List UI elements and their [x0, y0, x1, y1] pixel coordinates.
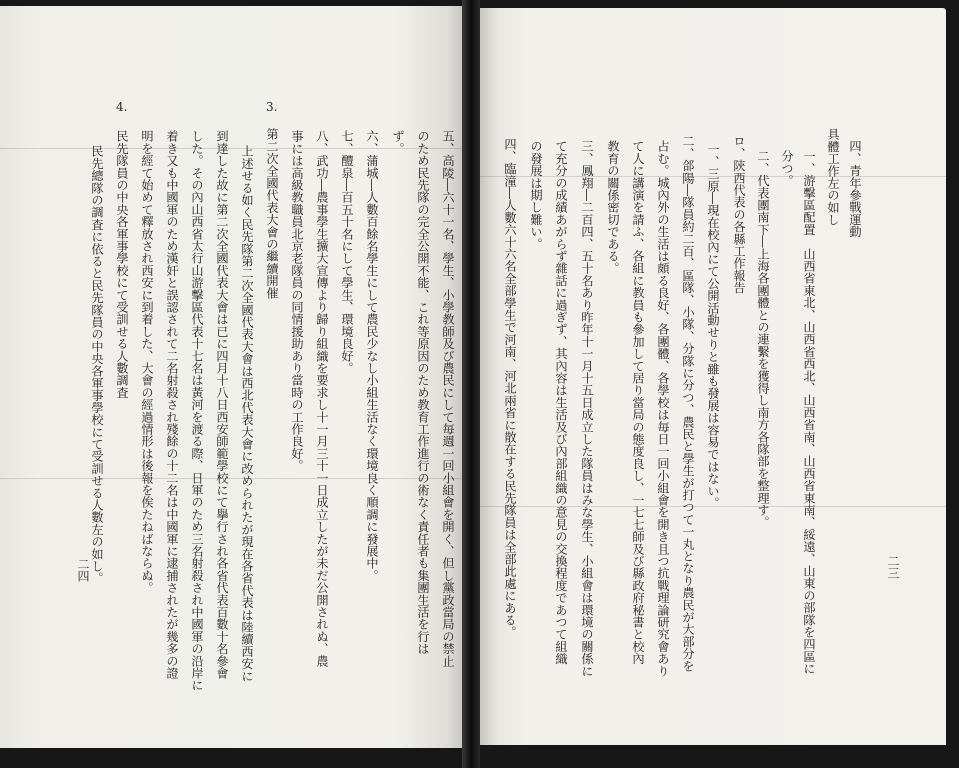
text-line: した。その內山西省太行山游擊區代表十七名は黃河を渡る際、日軍のため三名射殺され中國軍の沿岸に — [190, 130, 204, 692]
text-line: 七、醴泉―百五十名にして學生、環境良好。 — [340, 130, 354, 374]
text-line: ず。 — [391, 130, 405, 155]
text-line: 具體工作左の如し — [826, 128, 840, 226]
text-line: の發展は期し難い。 — [529, 140, 543, 250]
text-line: 一、游擊區配置 山西省東北、山西省西北、山西省南、山西省東南、綏遠、山東の部隊を四區に — [802, 150, 816, 675]
text-line: 四、臨潼―人數六十六名全部學生で河南、河北兩省に散在する民先隊員は全部此處にある。 — [503, 138, 517, 639]
text-line: 分つ。 — [780, 150, 794, 187]
text-line: て充分の成績あがらず雜話に過ぎず、其內容は生活及び內部組織の意見の交換程度であつて組織 — [554, 140, 568, 665]
text-line: 一、三原―現在校內にて公開活動せりと雖も發展は容易ではない。 — [706, 143, 720, 509]
text-line: 到達した故に第二次全國代表大會は已に四月十八日西安師範學校にて擧行され各省代表百數十名參會 — [215, 130, 229, 679]
text-line: 占む。城內外の生活は頗る良好、各團體、各學校は毎日一回小組會を開き且つ抗戰理論研究會あり — [656, 140, 670, 677]
text-line: 上述せる如く民先隊第二次全國代表大會は西北代表大會に改められたが現在各省代表は陸續西安に — [240, 145, 254, 682]
book-gutter — [462, 0, 480, 768]
text-line: て人に講演を請ふ、各組に教員も參加して居り當局の態度良し、一七七師及び縣政府秘書と校內 — [631, 140, 645, 665]
section-number: 3. — [266, 100, 278, 114]
text-line: 事には高級教職員北京老隊員の同情援助あり當時の工作良好。 — [290, 130, 304, 472]
text-line: 二、郃陽―隊員約二百、區隊、小隊、分隊に分つ、農民と學生が打つて一丸となり農民が大部分を — [681, 135, 695, 672]
text-line: 六、蒲城―人數百餘名學生にして農民少なし小組生活なく環境良く順調に發展中。 — [365, 130, 379, 582]
text-line: 着き又も中國軍のため漢奸と誤認されて二名射殺され殘餘の十二名は中國軍に逮捕されたが幾多の證 — [165, 130, 179, 679]
page-number: 二三 — [886, 555, 900, 579]
section-heading: 第二次全國代表大會の繼續開催 — [265, 128, 279, 299]
section-heading: 四、青年參戰運動 — [848, 140, 862, 238]
section-number: 4. — [116, 100, 128, 114]
section-heading: 民先隊員の中央各軍事學校にて受訓せる人數調査 — [115, 130, 129, 399]
page-number: 二四 — [76, 558, 90, 582]
text-line: 民先總隊の調査に依ると民先隊員の中央各軍事學校にて受訓せる人數左の如し。 — [90, 145, 104, 585]
section-heading: ロ、陝西代表の各縣工作報告 — [732, 135, 746, 294]
text-line: 八、武功―農事學生擴大宣傳より歸り組織を要求し十一月三十一日成立したが未だ公開されぬ、農 — [315, 130, 329, 667]
text-line: 五、高陵―六十一名、學生、小學教師及び農民にして毎週一回小組會を開く、但し黨政當局の禁止 — [441, 130, 455, 667]
text-line: 二、代表團南下―上海各團體との連繫を獲得し南方各隊部を整理す。 — [756, 150, 770, 529]
page-left — [0, 6, 462, 748]
text-line: のため民先隊の完全公開不能、これ等原因のため教育工作進行の術なく責任者も集團生活を行は — [416, 130, 430, 655]
page-right — [480, 8, 946, 745]
text-line: 三、鳳翔―二百四、五十名あり昨年十一月十五日成立した隊員はみな學生、小組會は環境の關係に — [580, 140, 594, 677]
text-line: 明を經て始めて釋放され西安に到着した、大會の經過情形は後報を俟たねばならぬ。 — [140, 130, 154, 594]
text-line: 教育の關係密切である。 — [606, 140, 620, 275]
